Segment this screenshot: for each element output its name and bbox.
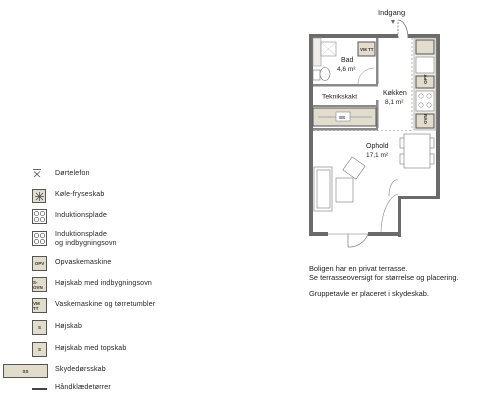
induction-hob-icon bbox=[32, 209, 47, 224]
legend-label-washer-dryer: Vaskemaskine og tørretumbler bbox=[55, 301, 156, 308]
room-name-ophold: Ophold bbox=[366, 143, 389, 150]
tall-cabinet-oven-icon: S-OVN bbox=[32, 277, 47, 292]
room-area-kokken: 8,1 m² bbox=[385, 99, 404, 106]
legend-label-tall-cabinet-oven: Højskab med indbygningsovn bbox=[55, 280, 153, 287]
gruppetavle-note: Gruppetavle er placeret i skydeskab. bbox=[309, 289, 429, 298]
terrace-note-line1: Boligen har en privat terrasse. bbox=[309, 264, 408, 273]
living-furniture bbox=[314, 157, 365, 211]
washer-code: VM TT bbox=[360, 47, 374, 52]
closet-code: SS bbox=[339, 115, 346, 120]
oven-code: OVN bbox=[423, 114, 428, 124]
sliding-wardrobe-icon: SS bbox=[3, 364, 48, 378]
dining-set bbox=[400, 134, 434, 168]
room-area-bad: 4,6 m² bbox=[337, 66, 356, 73]
legend-label-sliding-wardrobe: Skydedørsskab bbox=[55, 366, 106, 373]
terrace-note-line2: Se terrasseoversigt for størrelse og placering. bbox=[309, 273, 459, 282]
legend-label-tall-cabinet: Højskab bbox=[55, 323, 83, 330]
entrance-door bbox=[398, 20, 408, 38]
legend-label-tall-cabinet-top: Højskab med topskab bbox=[55, 345, 127, 352]
entrance-label: Indgang bbox=[378, 8, 406, 17]
window-arcs bbox=[381, 180, 398, 232]
washer-dryer-icon: VM TT bbox=[32, 298, 47, 313]
legend-label-fridge-freezer: Køle-fryseskab bbox=[55, 191, 105, 198]
room-area-ophold: 17,1 m² bbox=[366, 152, 389, 159]
legend-label-dishwasher: Opvaskemaskine bbox=[55, 259, 112, 266]
legend-label-towel-dryer: Håndklædetørrer bbox=[55, 384, 111, 391]
terrace-door bbox=[328, 234, 368, 247]
dishwasher-code: OPV bbox=[423, 74, 428, 84]
legend-label-hob-oven: Induktionsplade bbox=[55, 231, 108, 238]
legend-label-door-phone: Dørtelefon bbox=[55, 170, 90, 177]
dishwasher-icon: OPV bbox=[32, 256, 47, 271]
legend-label-hob-oven-line2: og indbygningsovn bbox=[55, 240, 117, 247]
towel-dryer-icon bbox=[32, 388, 47, 390]
door-phone-icon bbox=[32, 169, 42, 178]
room-name-bad: Bad bbox=[341, 57, 354, 64]
hob-oven-icon bbox=[32, 231, 47, 246]
room-name-kokken: Køkken bbox=[383, 90, 407, 97]
tall-cabinet-icon: S bbox=[32, 320, 47, 335]
tall-cabinet-top-icon: S bbox=[32, 342, 47, 357]
fridge-freezer-icon bbox=[32, 189, 46, 203]
legend-label-induction-hob: Induktionsplade bbox=[55, 212, 108, 219]
entrance-arrow-icon bbox=[391, 20, 395, 24]
room-name-teknikskakt: Teknikskakt bbox=[322, 93, 358, 101]
